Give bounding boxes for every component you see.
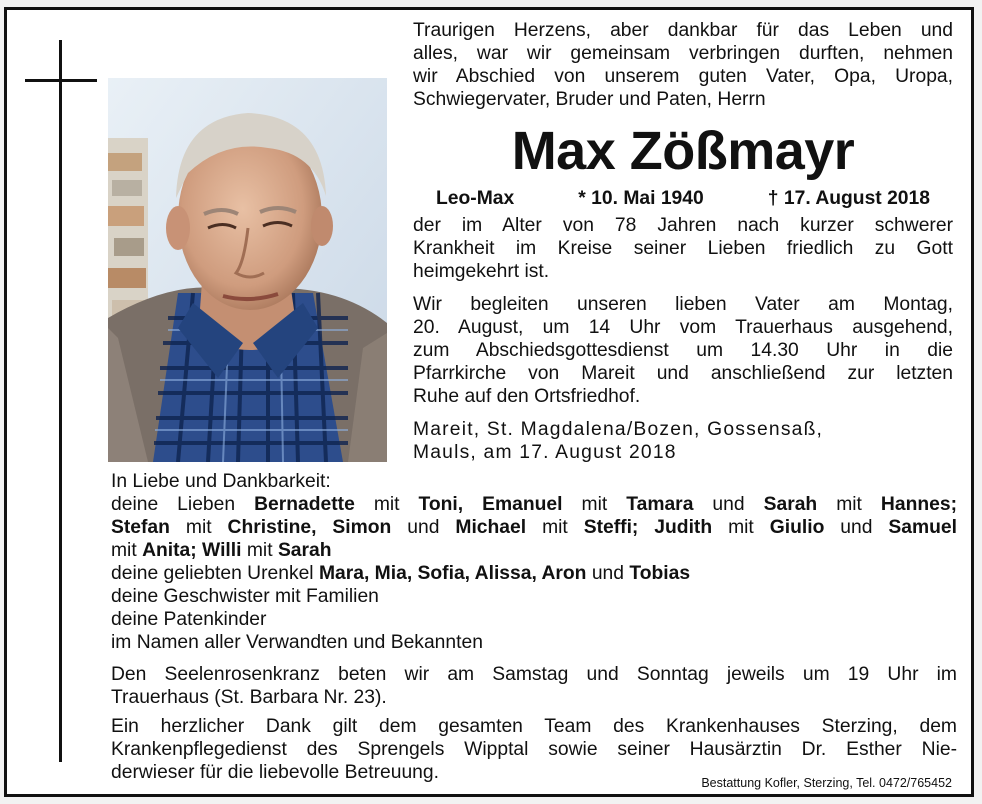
mourners-line-3: mit Anita; Willi mit Sarah [111, 540, 332, 561]
place-line: Mauls, am 17. August 2018 [413, 442, 677, 463]
funeral-paragraph [413, 293, 953, 408]
funeral-line: 20. August, um 14 Uhr vom Trauerhaus ausgehend, [413, 317, 953, 338]
cross-horizontal-bar [25, 79, 97, 82]
nickname: Leo-Max [436, 188, 515, 209]
life-dates [436, 187, 930, 210]
rosary-line: Den Seelenrosenkranz beten wir am Samstag und Sonntag jeweils um 19 Uhr im [111, 664, 957, 685]
intro-line: alles, war wir gemeinsam verbringen durften, nehmen [413, 43, 953, 64]
thanks-line: Krankenpflegedienst des Sprengels Wipptal sowie seiner Hausärztin Dr. Esther Nie- [111, 739, 957, 760]
thanks-line: derwieser für die liebevolle Betreuung. [111, 762, 439, 783]
thanks-paragraph [111, 715, 957, 784]
passing-paragraph [413, 214, 953, 283]
death-date: † 17. August 2018 [767, 188, 930, 209]
funeral-line: Pfarrkirche von Mareit und anschließend zur letzten [413, 363, 953, 384]
cross-vertical-bar [59, 40, 62, 762]
intro-line: Traurigen Herzens, aber dankbar für das Leben und [413, 20, 953, 41]
mourners-line-6: deine Patenkinder [111, 609, 267, 630]
rosary-line: Trauerhaus (St. Barbara Nr. 23). [111, 687, 387, 708]
passing-line: heimgekehrt ist. [413, 261, 550, 282]
thanks-line: Ein herzlicher Dank gilt dem gesamten Team des Krankenhauses Sterzing, dem [111, 716, 957, 737]
rosary-paragraph [111, 663, 957, 709]
mourners-line-5: deine Geschwister mit Familien [111, 586, 379, 607]
intro-line: wir Abschied von unserem guten Vater, Opa, Uropa, [413, 66, 953, 87]
place-and-date [413, 418, 933, 464]
funeral-line: Wir begleiten unseren lieben Vater am Montag, [413, 294, 953, 315]
intro-paragraph [413, 19, 953, 111]
place-line: Mareit, St. Magdalena/Bozen, Gossensaß, [413, 419, 824, 440]
funeral-home-credit: Bestattung Kofler, Sterzing, Tel. 0472/765452 [701, 776, 952, 790]
mourners-line-1: deine Lieben Bernadette mit Toni, Emanuel mit Tamara und Sarah mit Hannes; [111, 494, 957, 515]
portrait-photo [108, 78, 387, 462]
mourners-line-4: deine geliebten Urenkel Mara, Mia, Sofia, Alissa, Aron und Tobias [111, 563, 691, 584]
passing-line: Krankheit im Kreise seiner Lieben friedlich zu Gott [413, 238, 953, 259]
passing-line: der im Alter von 78 Jahren nach kurzer schwerer [413, 215, 953, 236]
mourners-list [111, 470, 957, 654]
birth-date: * 10. Mai 1940 [578, 188, 704, 209]
mourners-line-7: im Namen aller Verwandten und Bekannten [111, 632, 483, 653]
funeral-line: zum Abschiedsgottesdienst um 14.30 Uhr in die [413, 340, 953, 361]
deceased-name: Max Zößmayr [511, 121, 855, 181]
funeral-line: Ruhe auf den Ortsfriedhof. [413, 386, 641, 407]
mourners-line-2: Stefan mit Christine, Simon und Michael mit Steffi; Judith mit Giulio und Samuel [111, 517, 957, 538]
intro-line: Schwiegervater, Bruder und Paten, Herrn [413, 89, 766, 110]
mourners-heading: In Liebe und Dankbarkeit: [111, 471, 331, 492]
